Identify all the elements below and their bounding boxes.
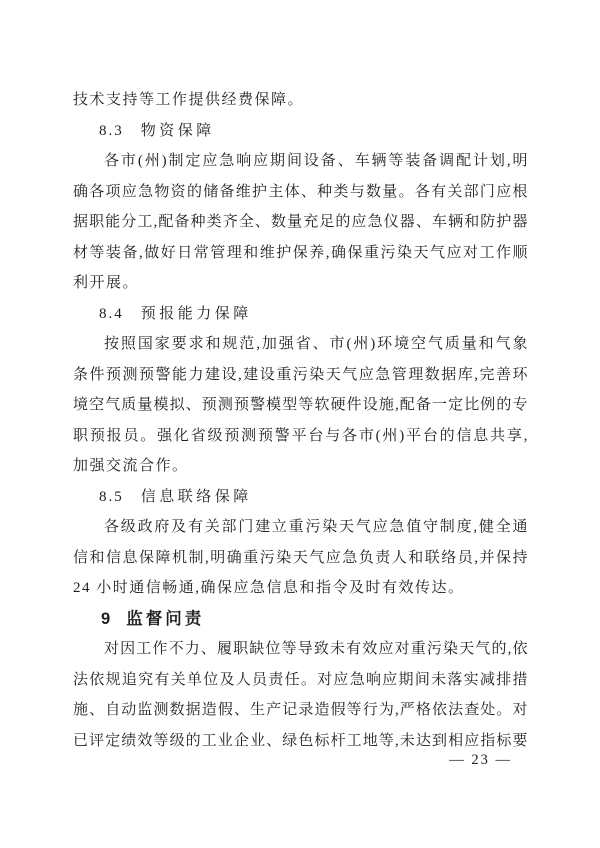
text-line: 各级政府及有关部门建立重污染天气应急值守制度,健全通 xyxy=(104,519,528,535)
text-line: 境空气质量模拟、预测预警模型等软硬件设施,配备一定比例的专 xyxy=(73,397,528,413)
section-title: 预报能力保障 xyxy=(140,305,252,322)
text-line: 24 小时通信畅通,确保应急信息和指令及时有效传达。 xyxy=(73,580,465,596)
text-line: 据职能分工,配备种类齐全、数量充足的应急仪器、车辆和防护器 xyxy=(73,214,528,230)
text-line: 已评定绩效等级的工业企业、绿色标杆工地等,未达到相应指标要 xyxy=(73,732,528,749)
section-title: 信息联络保障 xyxy=(140,488,252,505)
text-line: 加强交流合作。 xyxy=(73,458,189,474)
page-body xyxy=(73,85,528,756)
section-title: 监督问责 xyxy=(126,609,205,628)
text-line: 各市(州)制定应急响应期间设备、车辆等装备调配计划,明 xyxy=(104,153,528,169)
paragraph-continuation-line: 技术支持等工作提供经费保障。 xyxy=(73,92,305,108)
text-line: 材等装备,做好日常管理和维护保养,确保重污染天气应对工作顺 xyxy=(73,244,528,261)
section-number: 8.4 xyxy=(99,305,124,322)
section-number: 8.3 xyxy=(99,122,124,139)
text-line: 对因工作不力、履职缺位等导致未有效应对重污染天气的,依 xyxy=(104,641,528,657)
section-number: 8.5 xyxy=(99,488,124,505)
text-line: 利开展。 xyxy=(73,275,140,291)
section-heading-8-3 xyxy=(73,116,528,147)
page-number: — 23 — xyxy=(449,752,512,768)
section-heading-8-4 xyxy=(73,299,528,330)
section-heading-8-5 xyxy=(73,482,528,513)
text-line: 信和信息保障机制,明确重污染天气应急负责人和联络员,并保持 xyxy=(73,549,528,566)
text-line: 按照国家要求和规范,加强省、市(州)环境空气质量和气象 xyxy=(104,336,528,352)
text-line: 确各项应急物资的储备维护主体、种类与数量。各有关部门应根 xyxy=(73,183,528,200)
text-line: 施、自动监测数据造假、生产记录造假等行为,严格依法查处。对 xyxy=(73,702,528,718)
text-line: 条件预测预警能力建设,建设重污染天气应急管理数据库,完善环 xyxy=(73,366,528,383)
text-line: 法依规追究有关单位及人员责任。对应急响应期间未落实减排措 xyxy=(73,671,528,688)
section-number: 9 xyxy=(101,609,113,628)
text-line: 职预报员。强化省级预测预警平台与各市(州)平台的信息共享, xyxy=(73,427,528,444)
section-title: 物资保障 xyxy=(140,122,215,139)
section-heading-9 xyxy=(73,604,528,635)
